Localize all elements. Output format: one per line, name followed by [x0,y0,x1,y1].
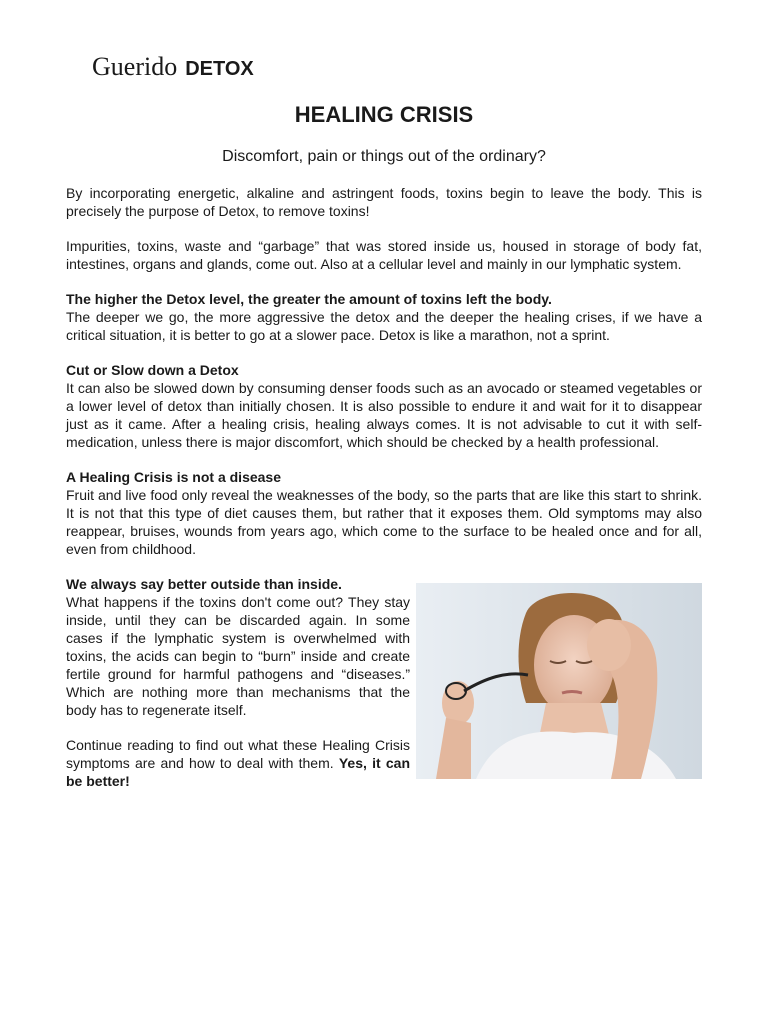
section-heading: The higher the Detox level, the greater the amount of toxins left the body. [66,291,552,307]
section-heading: Cut or Slow down a Detox [66,362,239,378]
brand-logo [92,52,254,82]
section-detox-level [66,290,702,344]
outside-inside-text [66,575,410,807]
section-text: Fruit and live food only reveal the weaknesses of the body, so the parts that are like this start to shrink. It is not that this type of diet causes them, but rather that it exposes them. Old symptoms may also reappear, bruises, wounds from years ago, which come to the surface to be healed once and for all, even from childhood. [66,487,702,557]
brand-name-script: Guerido [92,52,178,81]
section-continue [66,736,410,790]
woman-headache-photo [416,583,702,779]
continue-text: Continue reading to find out what these Healing Crisis symptoms are and how to deal with them. [66,737,410,771]
page-title: HEALING CRISIS [294,102,474,127]
paragraph-intro: By incorporating energetic, alkaline and astringent foods, toxins begin to leave the body. This is precisely the purpose of Detox, to remove toxins! [66,185,702,219]
closing-line: Yes, it can be better! [66,755,410,789]
section-text: The deeper we go, the more aggressive the detox and the deeper the healing crises, if we have a critical situation, it is better to go at a slower pace. Detox is like a marathon, not a sprint. [66,309,702,343]
paragraph-impurities: Impurities, toxins, waste and “garbage” that was stored inside us, housed in storage of body fat, intestines, organs and glands, come out. Also at a cellular level and mainly in our lymphatic system. [66,238,702,272]
section-heading: A Healing Crisis is not a disease [66,469,282,485]
outside-inside-section [66,575,702,815]
article-body [66,184,702,815]
brand-name-bold: DETOX [185,58,254,80]
section-not-disease [66,468,702,558]
section-slow-down [66,361,702,451]
section-heading: We always say better outside than inside. [66,576,342,592]
section-outside-inside [66,575,410,719]
section-text: It can also be slowed down by consuming denser foods such as an avocado or steamed vegetables or a lower level of detox than initially chosen. It is also possible to endure it and wait for it to disappear just as it came. After a healing crisis, healing always comes. It is not advisable to cut it with self-medication, unless there is major discomfort, which should be checked by a health professional. [66,380,702,450]
page-subtitle: Discomfort, pain or things out of the ordinary? [222,148,546,165]
section-text: What happens if the toxins don't come out? They stay inside, until they can be discarded again. In some cases if the lymphatic system is overwhelmed with toxins, the acids can begin to “burn” inside and create fertile ground for harmful pathogens and “diseases.” Which are nothing more than mechanisms that the body has to regenerate itself. [66,594,410,718]
